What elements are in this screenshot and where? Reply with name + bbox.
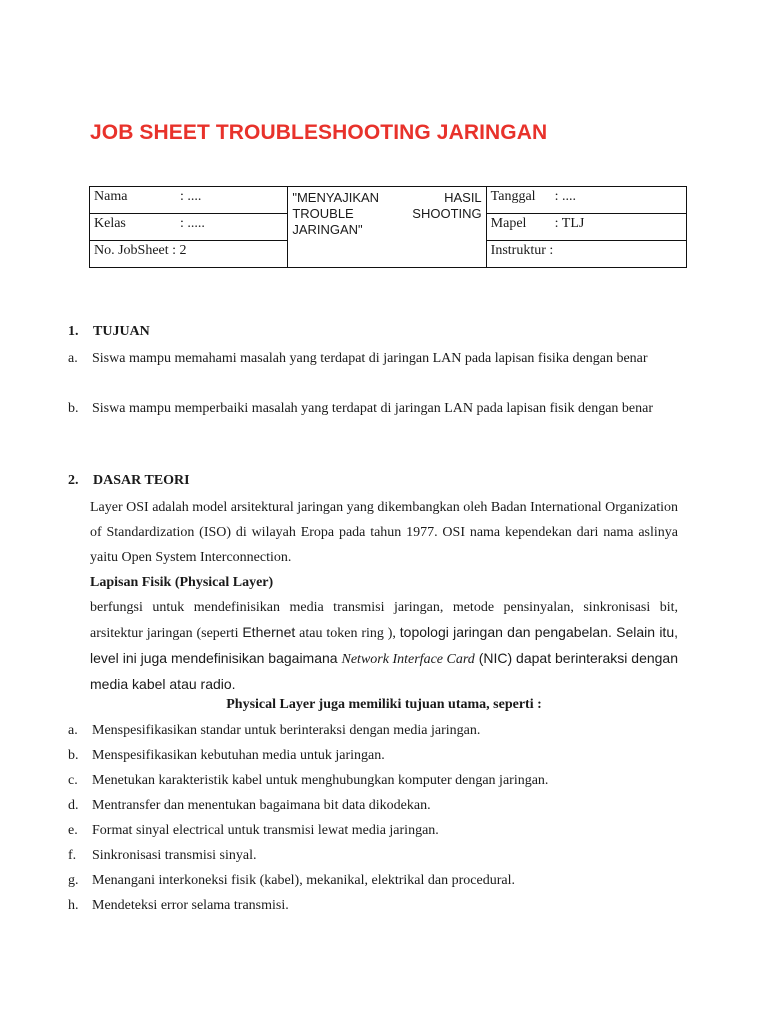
kabel-term: kabel [132, 676, 166, 692]
list-item [68, 346, 678, 371]
section-1-title: TUJUAN [93, 324, 150, 339]
list-item [68, 843, 678, 868]
list-item [68, 396, 678, 421]
list-marker: b. [68, 401, 79, 416]
list-item [68, 743, 678, 768]
text-run: atau token ring ), [295, 626, 400, 641]
nama-label: Nama [94, 189, 128, 204]
list-marker: f. [68, 848, 77, 863]
nic-term: Network Interface Card [341, 652, 475, 667]
nama-value: : .... [180, 189, 202, 204]
list-text: Menspesifikasikan standar untuk berinteraksi dengan media jaringan. [92, 723, 481, 738]
instruktur-cell: Instruktur : [486, 241, 686, 268]
list-text: Mendeteksi error selama transmisi. [92, 898, 289, 913]
list-text: Menspesifikasikan kebutuhan media untuk jaringan. [92, 748, 385, 763]
mapel-value: : TLJ [554, 216, 585, 231]
text-run: atau [165, 676, 201, 692]
list-text: Menetukan karakteristik kabel untuk menghubungkan komputer dengan jaringan. [92, 773, 549, 788]
list-item [68, 893, 678, 918]
kelas-label: Kelas [94, 216, 126, 231]
text-run: (NIC) dapat berinteraksi dengan media [90, 650, 678, 692]
list-item [68, 718, 678, 743]
list-marker: h. [68, 898, 79, 913]
kelas-value: : ..... [180, 216, 205, 231]
list-text: Menangani interkoneksi fisik (kabel), mekanikal, elektrikal dan procedural. [92, 873, 515, 888]
text-run: dan pengabelan. Selain itu, level ini juga mendefinisikan bagaimana [90, 624, 679, 666]
section-2-heading [68, 473, 190, 489]
activity-cell: "MENYAJIKAN HASIL TROUBLE SHOOTING JARINGAN" [288, 187, 486, 268]
tanggal-cell [486, 187, 686, 214]
section-1-number: 1. [68, 324, 79, 339]
tanggal-value: : .... [554, 189, 577, 204]
jobsheet-cell: No. JobSheet : 2 [90, 241, 288, 268]
kelas-cell [90, 214, 288, 241]
physical-layer-paragraph [90, 595, 678, 698]
nama-cell [90, 187, 288, 214]
text-run: . [231, 676, 236, 692]
section-2-title: DASAR TEORI [93, 473, 190, 488]
list-marker: e. [68, 823, 78, 838]
section-1-heading [68, 324, 150, 340]
list-item [68, 818, 678, 843]
list-text: Sinkronisasi transmisi sinyal. [92, 848, 257, 863]
section-2-number: 2. [68, 473, 79, 488]
list-text: Siswa mampu memahami masalah yang terdapat di jaringan LAN pada lapisan fisika dengan benar [92, 351, 648, 366]
list-marker: a. [68, 351, 78, 366]
text-run: berfungsi untuk mendefinisikan media transmisi jaringan, metode pensinyalan, sinkronisasi bit, arsitektur jaringan (seperti [90, 600, 678, 641]
list-item [68, 793, 678, 818]
topologi-term: topologi jaringan [399, 624, 503, 640]
subheading: Lapisan Fisik (Physical Layer) [90, 575, 274, 590]
list-item [68, 868, 678, 893]
list-text: Mentransfer dan menentukan bagaimana bit data dikodekan. [92, 798, 431, 813]
list-marker: c. [68, 773, 78, 788]
info-table [89, 186, 687, 268]
list-marker: g. [68, 873, 79, 888]
tanggal-label: Tanggal [490, 189, 536, 204]
radio-term: radio [200, 676, 232, 692]
list-text: Format sinyal electrical untuk transmisi lewat media jaringan. [92, 823, 439, 838]
list-text: Siswa mampu memperbaiki masalah yang terdapat di jaringan LAN pada lapisan fisik dengan benar [92, 401, 653, 416]
document-title: JOB SHEET TROUBLESHOOTING JARINGAN [90, 121, 548, 144]
list-item [68, 768, 678, 793]
goals-heading: Physical Layer juga memiliki tujuan utama, seperti : [226, 697, 542, 712]
list-marker: d. [68, 798, 79, 813]
intro-paragraph: Layer OSI adalah model arsitektural jaringan yang dikembangkan oleh Badan International Organization of Standardization (ISO) di wilayah Eropa pada tahun 1977. OSI nama kependekan dari nama aslinya yaitu Open System Interconnection. [90, 500, 678, 565]
list-marker: a. [68, 723, 78, 738]
mapel-cell [486, 214, 686, 241]
list-marker: b. [68, 748, 79, 763]
ethernet-term: Ethernet [242, 624, 296, 640]
mapel-label: Mapel [490, 216, 527, 231]
